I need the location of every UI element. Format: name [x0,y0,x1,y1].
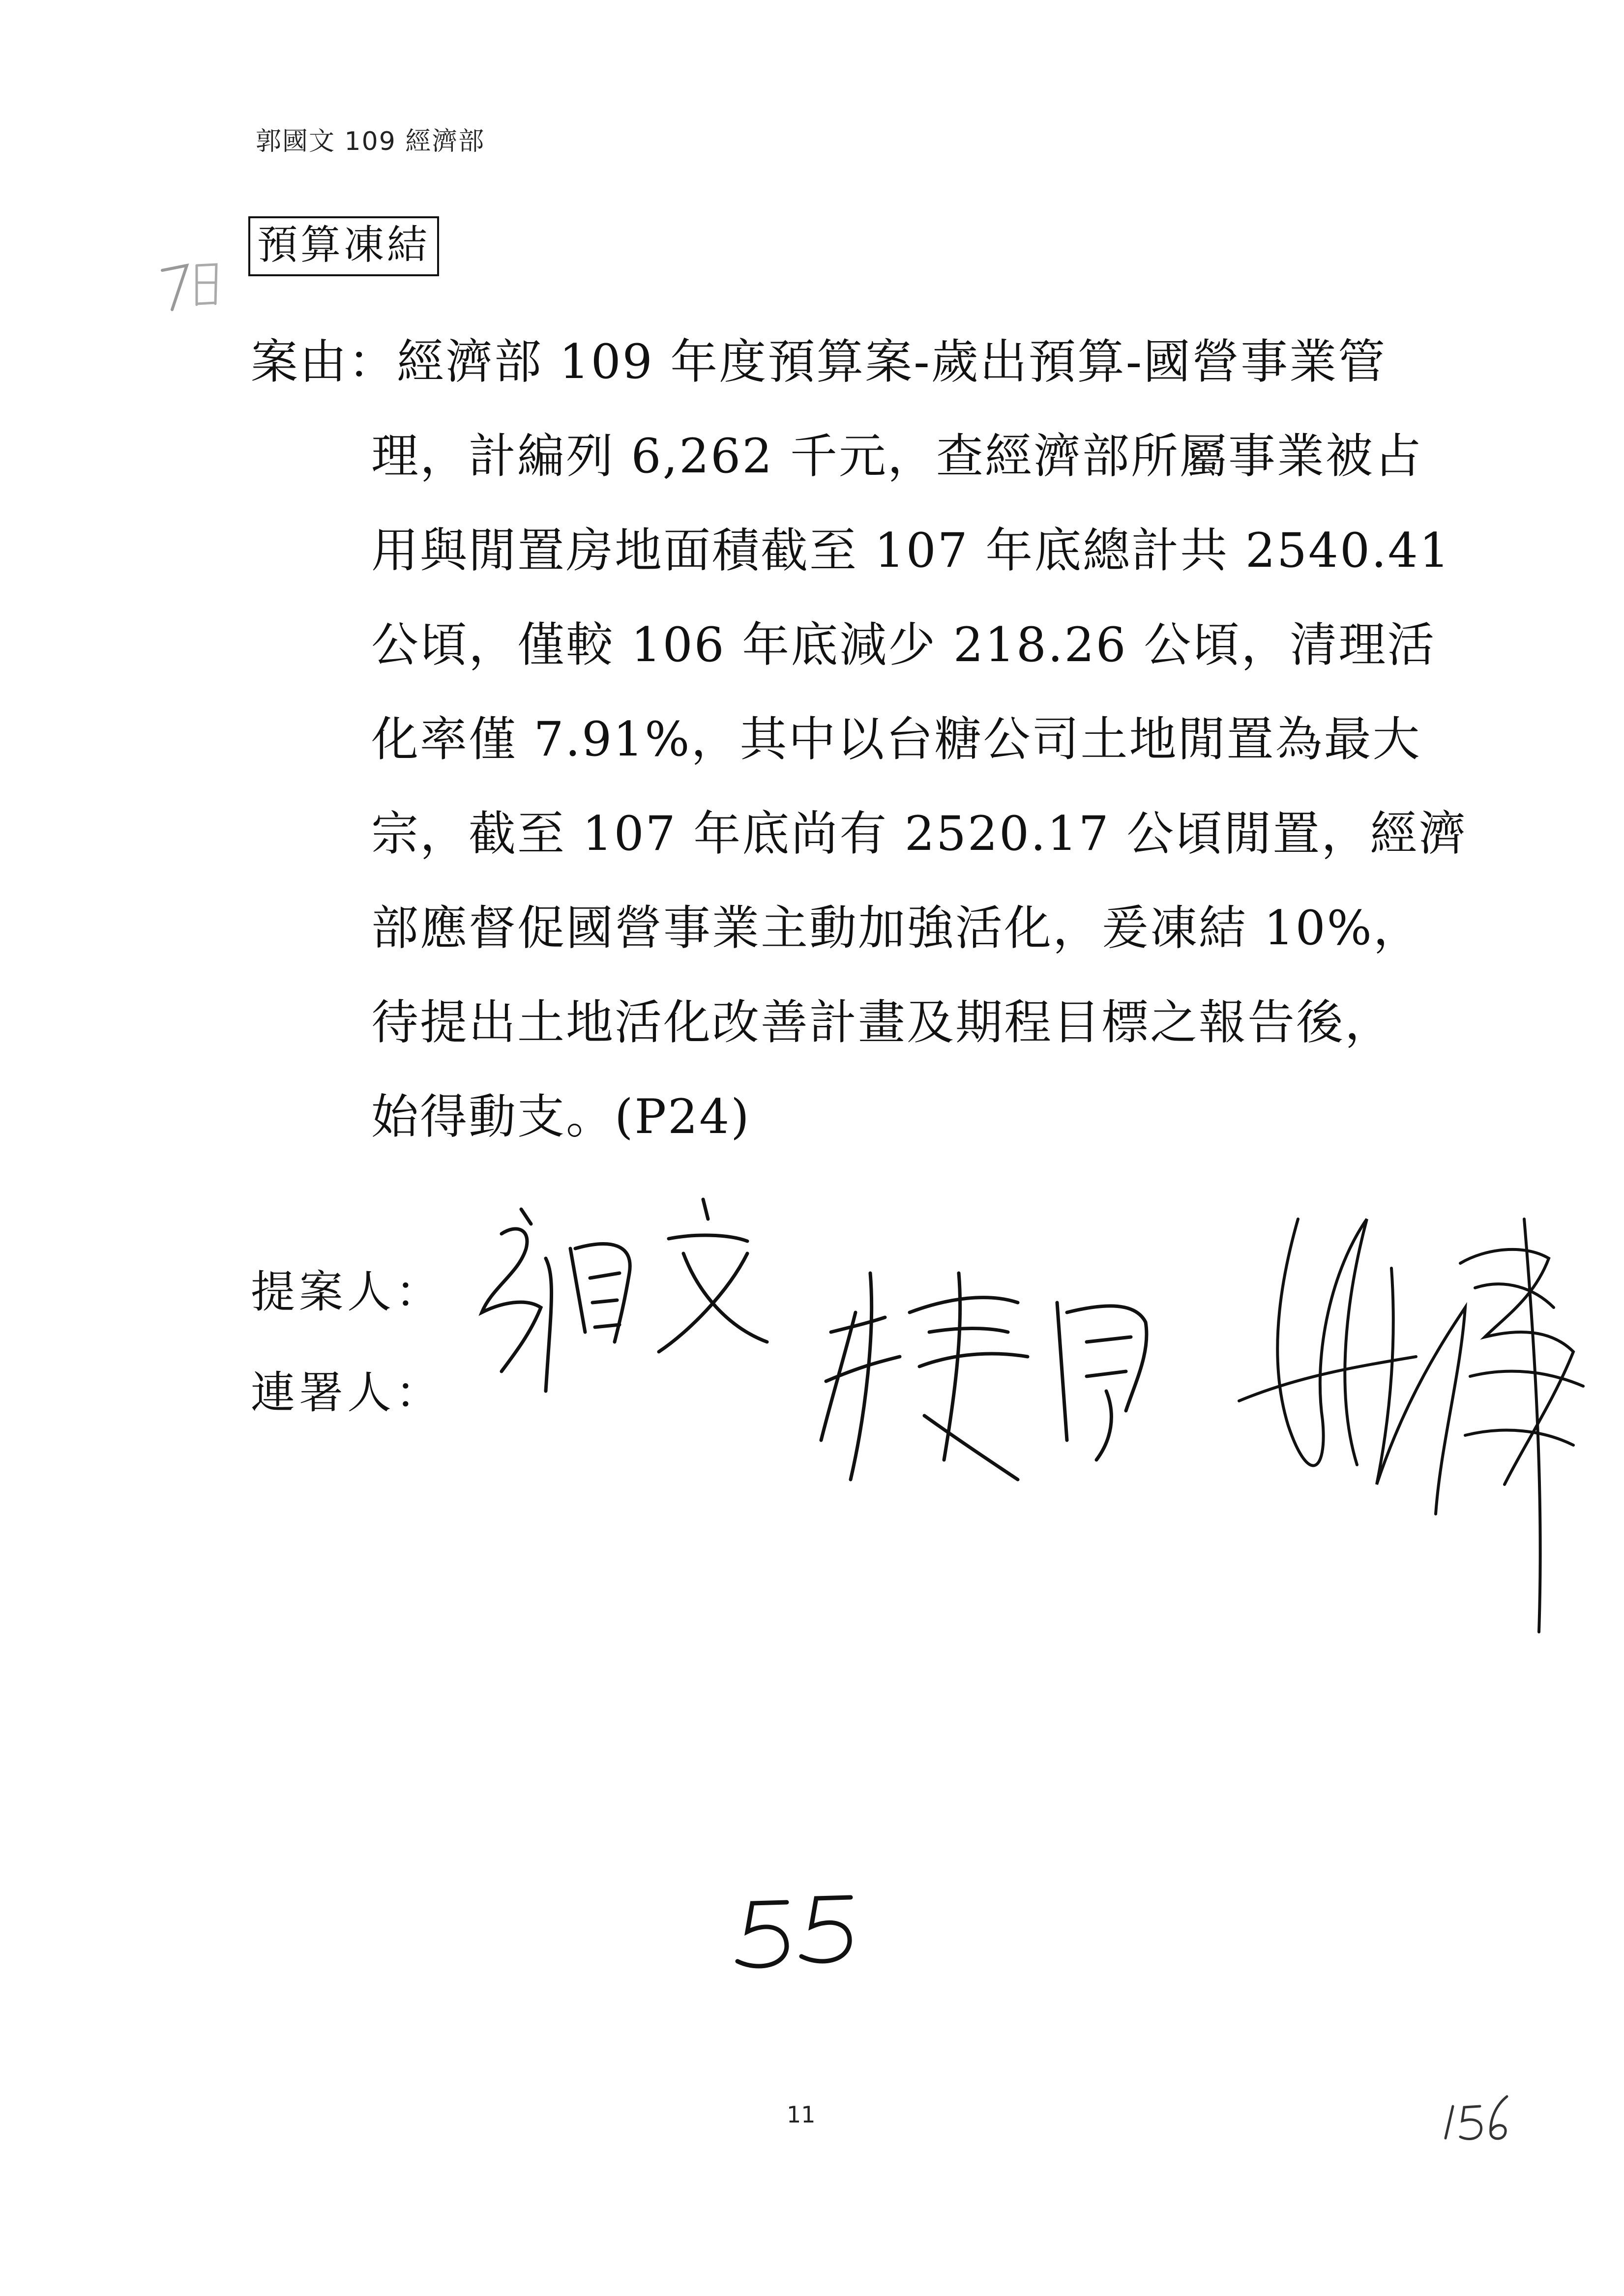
motion-reason [251,315,1468,1164]
budget-freeze-tag: 預算凍結 [248,216,439,276]
reason-line: 宗，截至 107 年底尚有 2520.17 公頃閒置，經濟 [371,806,1468,861]
reason-line: 待提出土地活化改善計畫及期程目標之報告後， [371,995,1393,1050]
cosigner-signature-2 [1229,1190,1623,1644]
reason-line: 公頃，僅較 106 年底減少 218.26 公頃，清理活 [371,617,1436,672]
reason-line: 用與閒置房地面積截至 107 年底總計共 2540.41 [371,523,1451,578]
reason-line: 理，計編列 6,262 千元，查經濟部所屬事業被占 [371,429,1423,484]
page-number: 11 [787,2101,816,2128]
reason-line: 始得動支。(P24) [371,1089,751,1144]
reason-line: 案由：經濟部 109 年度預算案-歲出預算-國營事業管 [251,334,1387,389]
reason-line: 化率僅 7.91%，其中以台糖公司土地閒置為最大 [371,712,1421,767]
reason-line: 部應督促國營事業主動加強活化，爰凍結 10%， [371,901,1422,956]
proposer-signature [472,1194,777,1403]
cosigner-label: 連署人： [251,1367,443,1419]
handwritten-corner-number [1441,2092,1514,2148]
cosigner-signature-1 [811,1253,1254,1501]
document-header: 郭國文 109 經濟部 [256,127,485,156]
handwritten-number-55 [733,1892,860,1978]
proposer-label: 提案人： [251,1266,443,1318]
handwritten-date-mark [157,256,226,321]
